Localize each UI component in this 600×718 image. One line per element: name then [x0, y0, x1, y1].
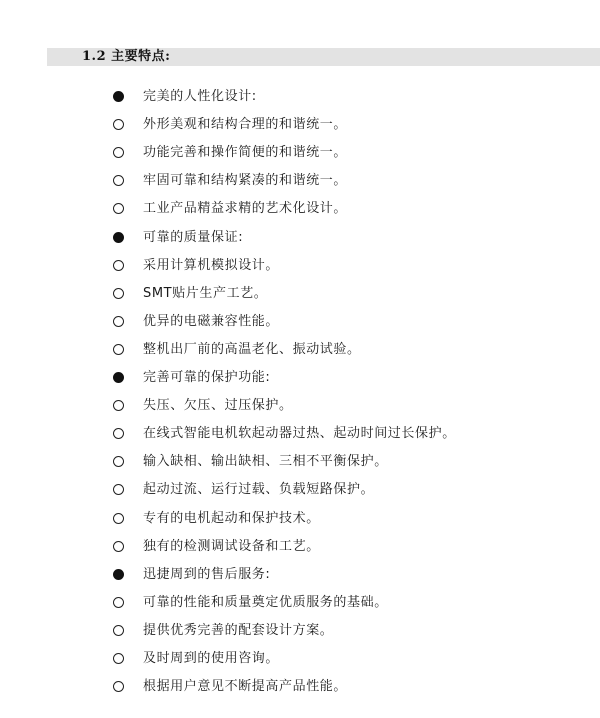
- list-item: [0, 621, 600, 641]
- list-item-text: 功能完善和操作简便的和谐统一。: [143, 145, 348, 160]
- list-item-text: 提供优秀完善的配套设计方案。: [143, 623, 334, 638]
- list-item-text: 在线式智能电机软起动器过热、起动时间过长保护。: [143, 426, 456, 441]
- list-item: [0, 143, 600, 163]
- list-item: [0, 368, 600, 388]
- hollow-bullet-icon: [113, 597, 124, 608]
- hollow-bullet-icon: [113, 541, 124, 552]
- hollow-bullet-icon: [113, 203, 124, 214]
- list-item-text: 完善可靠的保护功能:: [143, 370, 271, 385]
- list-item: [0, 312, 600, 332]
- list-item: [0, 424, 600, 444]
- list-item: [0, 87, 600, 107]
- list-item: [0, 228, 600, 248]
- hollow-bullet-icon: [113, 653, 124, 664]
- list-item-text: 整机出厂前的高温老化、振动试验。: [143, 342, 361, 357]
- list-item-text: 完美的人性化设计:: [143, 89, 257, 104]
- list-item-text: 牢固可靠和结构紧凑的和谐统一。: [143, 173, 348, 188]
- list-item-text: 可靠的质量保证:: [143, 230, 244, 245]
- hollow-bullet-icon: [113, 625, 124, 636]
- list-item-text: 失压、欠压、过压保护。: [143, 398, 293, 413]
- hollow-bullet-icon: [113, 513, 124, 524]
- section-title: 1.2 主要特点:: [82, 49, 171, 64]
- list-item: [0, 199, 600, 219]
- list-item-text: 优异的电磁兼容性能。: [143, 314, 280, 329]
- list-item-text: 输入缺相、输出缺相、三相不平衡保护。: [143, 454, 388, 469]
- hollow-bullet-icon: [113, 175, 124, 186]
- list-item: [0, 509, 600, 529]
- list-item: [0, 480, 600, 500]
- hollow-bullet-icon: [113, 119, 124, 130]
- list-item: [0, 396, 600, 416]
- list-item: [0, 115, 600, 135]
- list-item-text: SMT贴片生产工艺。: [143, 286, 268, 301]
- hollow-bullet-icon: [113, 316, 124, 327]
- list-item-text: 外形美观和结构合理的和谐统一。: [143, 117, 348, 132]
- list-item-text: 起动过流、运行过载、负载短路保护。: [143, 482, 375, 497]
- list-item-text: 可靠的性能和质量奠定优质服务的基础。: [143, 595, 388, 610]
- list-item-text: 及时周到的使用咨询。: [143, 651, 280, 666]
- hollow-bullet-icon: [113, 400, 124, 411]
- list-item: [0, 452, 600, 472]
- hollow-bullet-icon: [113, 260, 124, 271]
- hollow-bullet-icon: [113, 344, 124, 355]
- hollow-bullet-icon: [113, 147, 124, 158]
- list-item-text: 独有的检测调试设备和工艺。: [143, 539, 320, 554]
- filled-bullet-icon: [113, 91, 124, 102]
- filled-bullet-icon: [113, 569, 124, 580]
- hollow-bullet-icon: [113, 428, 124, 439]
- list-item-text: 根据用户意见不断提高产品性能。: [143, 679, 348, 694]
- hollow-bullet-icon: [113, 681, 124, 692]
- list-item: [0, 171, 600, 191]
- list-item: [0, 593, 600, 613]
- list-item-text: 专有的电机起动和保护技术。: [143, 511, 320, 526]
- filled-bullet-icon: [113, 372, 124, 383]
- list-item-text: 工业产品精益求精的艺术化设计。: [143, 201, 348, 216]
- hollow-bullet-icon: [113, 456, 124, 467]
- hollow-bullet-icon: [113, 288, 124, 299]
- list-item: [0, 565, 600, 585]
- list-item: [0, 340, 600, 360]
- filled-bullet-icon: [113, 232, 124, 243]
- list-item-text: 迅捷周到的售后服务:: [143, 567, 271, 582]
- list-item-text: 采用计算机模拟设计。: [143, 258, 280, 273]
- list-item: [0, 677, 600, 697]
- list-item: [0, 649, 600, 669]
- list-item: [0, 256, 600, 276]
- list-item: [0, 284, 600, 304]
- hollow-bullet-icon: [113, 484, 124, 495]
- list-item: [0, 537, 600, 557]
